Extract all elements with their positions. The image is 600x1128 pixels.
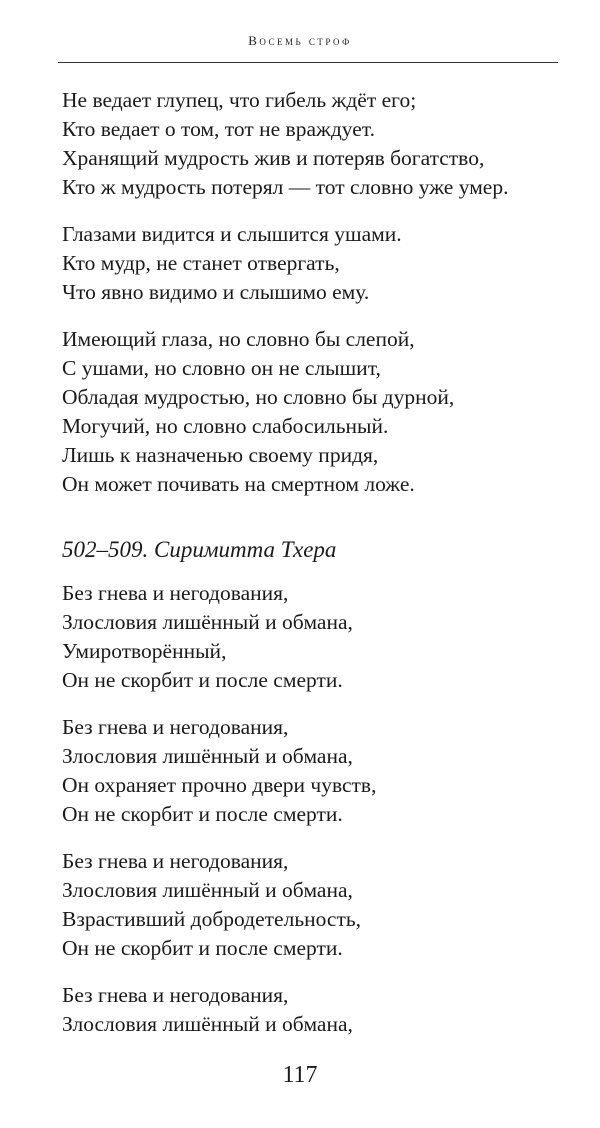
verse-line: Злословия лишённый и обмана,: [62, 878, 353, 902]
stanza: [62, 325, 562, 499]
verse-line: Он охраняет прочно двери чувств,: [62, 773, 377, 797]
verse-line: Без гнева и негодования,: [62, 849, 289, 873]
page-body: [62, 86, 562, 1057]
verse-line: Он может почивать на смертном ложе.: [62, 472, 415, 496]
verse-line: Не ведает глупец, что гибель ждёт его;: [62, 88, 417, 112]
verse-line: Злословия лишённый и обмана,: [62, 1012, 353, 1036]
verse-line: Без гнева и негодования,: [62, 983, 289, 1007]
stanza: [62, 579, 562, 695]
verse-line: Хранящий мудрость жив и потеряв богатство,: [62, 146, 485, 170]
verse-line: Он не скорбит и после смерти.: [62, 936, 343, 960]
verse-line: Умиротворённый,: [62, 639, 227, 663]
stanza: [62, 981, 562, 1039]
verse-line: Лишь к назначенью своему придя,: [62, 443, 379, 467]
verse-line: Без гнева и негодования,: [62, 581, 289, 605]
verse-line: Могучий, но словно слабосильный.: [62, 414, 389, 438]
header-rule: [58, 62, 558, 63]
stanza: [62, 86, 562, 202]
poem-section: [62, 579, 562, 1039]
verse-line: Он не скорбит и после смерти.: [62, 668, 343, 692]
verse-line: Без гнева и негодования,: [62, 715, 289, 739]
running-head: Восемь строф: [248, 33, 352, 48]
verse-line: Он не скорбит и после смерти.: [62, 802, 343, 826]
verse-line: Имеющий глаза, но словно бы слепой,: [62, 327, 415, 351]
verse-line: Кто мудр, не станет отвергать,: [62, 251, 340, 275]
verse-line: Что явно видимо и слышимо ему.: [62, 280, 370, 304]
verse-line: Кто ж мудрость потерял — тот словно уже умер.: [62, 175, 509, 199]
stanza: [62, 847, 562, 963]
poem-before-section: [62, 86, 562, 499]
stanza: [62, 713, 562, 829]
section-title: 502–509. Сиримитта Тхера: [62, 537, 337, 562]
stanza: [62, 220, 562, 307]
verse-line: Взрастивший добродетельность,: [62, 907, 362, 931]
verse-line: Обладая мудростью, но словно бы дурной,: [62, 385, 455, 409]
verse-line: Кто ведает о том, тот не враждует.: [62, 117, 375, 141]
verse-line: Злословия лишённый и обмана,: [62, 610, 353, 634]
page-number: 117: [282, 1062, 318, 1088]
verse-line: С ушами, но словно он не слышит,: [62, 356, 381, 380]
verse-line: Злословия лишённый и обмана,: [62, 744, 353, 768]
verse-line: Глазами видится и слышится ушами.: [62, 222, 402, 246]
